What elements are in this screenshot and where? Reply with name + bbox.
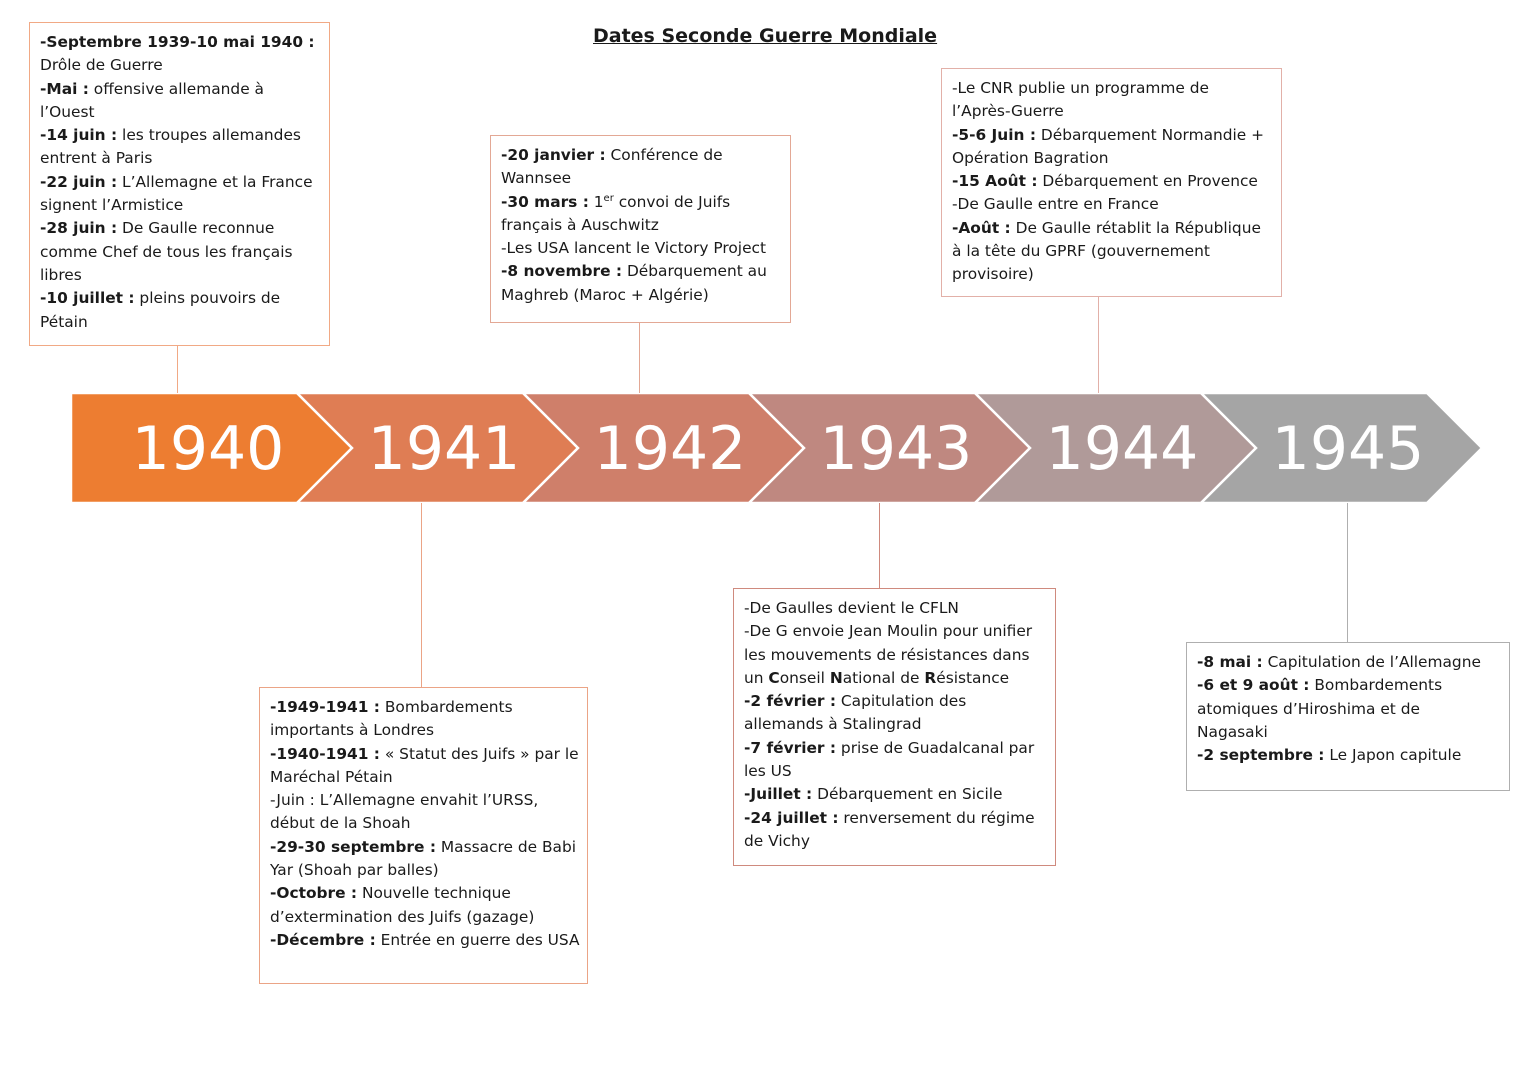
event-text: Débarquement au — [622, 262, 767, 281]
event-date: -10 juillet : — [40, 289, 135, 308]
event-text: importants à Londres — [270, 721, 434, 740]
event-line — [501, 260, 780, 283]
event-line — [40, 287, 319, 310]
event-line — [40, 54, 319, 77]
event-text: convoi de Juifs — [613, 192, 731, 211]
event-line — [952, 240, 1271, 263]
event-date: -6 et 9 août : — [1197, 676, 1310, 695]
event-text: er — [603, 192, 614, 204]
event-text: Pétain — [40, 312, 88, 331]
event-text: De Gaulle rétablit la République — [1010, 218, 1261, 237]
event-line — [744, 783, 1045, 806]
event-text: Nouvelle technique — [357, 884, 511, 903]
year-label-1945: 1945 — [1271, 414, 1425, 484]
event-line — [270, 906, 577, 929]
event-text: à la tête du GPRF (gouvernement — [952, 242, 1210, 261]
event-text: l’Après-Guerre — [952, 102, 1064, 121]
event-date: -14 juin : — [40, 126, 118, 145]
event-text: Conférence de — [605, 146, 723, 164]
event-text: -Juin : L’Allemagne envahit l’URSS, — [270, 791, 539, 810]
event-line — [1197, 744, 1499, 767]
event-text: offensive allemande à — [88, 79, 264, 98]
event-text: Entrée en guerre des USA — [375, 930, 580, 949]
event-line — [40, 101, 319, 124]
event-text: -Les USA lancent le Victory Project — [501, 239, 767, 258]
event-text: Bombardements — [1309, 676, 1443, 695]
event-text: de Vichy — [744, 831, 810, 850]
event-text: -De Gaulles devient le CFLN — [744, 599, 959, 617]
event-text: Maréchal Pétain — [270, 767, 393, 786]
event-text: De Gaulle reconnue — [117, 219, 275, 238]
event-date: -8 mai : — [1197, 653, 1263, 671]
event-line — [744, 690, 1045, 713]
event-date: -24 juillet : — [744, 808, 839, 827]
event-date: -Septembre 1939-10 mai 1940 : — [40, 33, 315, 51]
event-line — [270, 859, 577, 882]
event-date: N — [829, 668, 843, 687]
event-line — [1197, 721, 1499, 744]
connector-1943 — [879, 503, 880, 589]
event-line — [501, 191, 780, 214]
event-line — [40, 171, 319, 194]
event-date: -2 février : — [744, 692, 837, 711]
event-text: début de la Shoah — [270, 814, 411, 833]
event-text: « Statut des Juifs » par le — [379, 744, 579, 763]
connector-1944 — [1098, 290, 1099, 393]
event-text: l’Ouest — [40, 102, 95, 121]
event-line — [952, 124, 1271, 147]
event-date: -20 janvier : — [501, 146, 606, 164]
event-text: Débarquement en Provence — [1037, 172, 1258, 191]
event-text: -Le CNR publie un programme de — [952, 79, 1209, 97]
year-label-1942: 1942 — [593, 414, 747, 484]
year-label-1944: 1944 — [1045, 414, 1199, 484]
event-text: signent l’Armistice — [40, 196, 184, 215]
event-line — [1197, 674, 1499, 697]
event-date: -Août : — [952, 218, 1011, 237]
event-date: -29-30 septembre : — [270, 837, 436, 856]
connector-1940 — [177, 344, 178, 393]
event-date: -Juillet : — [744, 785, 813, 804]
year-label-1940: 1940 — [131, 414, 285, 484]
event-line — [501, 167, 780, 190]
event-date: -28 juin : — [40, 219, 118, 238]
event-date: -1940-1941 : — [270, 744, 380, 763]
event-box-1940 — [29, 22, 330, 346]
event-line — [744, 620, 1045, 643]
event-text: libres — [40, 265, 82, 284]
event-text: les mouvements de résistances dans — [744, 645, 1030, 664]
event-line — [1197, 698, 1499, 721]
event-line — [270, 929, 580, 952]
event-text: provisoire) — [952, 265, 1034, 284]
event-line — [952, 170, 1271, 193]
event-box-1944 — [941, 68, 1282, 297]
event-line — [952, 100, 1271, 123]
event-date: -Octobre : — [270, 884, 358, 903]
event-line — [270, 789, 577, 812]
event-line — [952, 147, 1271, 170]
event-line — [40, 194, 319, 217]
event-text: un — [744, 668, 769, 687]
event-date: -Mai : — [40, 79, 89, 98]
event-line — [952, 263, 1271, 286]
event-text: Débarquement Normandie + — [1035, 125, 1265, 144]
event-line — [270, 719, 577, 742]
event-text: Maghreb (Maroc + Algérie) — [501, 285, 709, 304]
event-line — [744, 737, 1045, 760]
event-line — [744, 644, 1045, 667]
event-line — [1197, 651, 1499, 674]
event-date: C — [768, 668, 780, 687]
connector-1942 — [639, 322, 640, 393]
event-text: Débarquement en Sicile — [812, 785, 1003, 804]
event-text: -De G envoie Jean Moulin pour unifier — [744, 622, 1033, 641]
event-text: Drôle de Guerre — [40, 56, 163, 75]
event-text: d’extermination des Juifs (gazage) — [270, 907, 535, 926]
event-date: -5-6 Juin : — [952, 125, 1036, 144]
event-line — [744, 713, 1045, 736]
event-text: Capitulation des — [836, 692, 967, 711]
event-text: L’Allemagne et la France — [117, 172, 313, 191]
event-text: Bombardements — [379, 698, 513, 716]
event-box-1942 — [490, 135, 791, 323]
event-line — [952, 77, 1271, 100]
event-date: -Décembre : — [270, 930, 376, 949]
connector-1941 — [421, 503, 422, 688]
event-text: Yar (Shoah par balles) — [270, 861, 439, 880]
event-line — [501, 284, 780, 307]
event-line — [270, 743, 577, 766]
year-label-1941: 1941 — [367, 414, 521, 484]
event-line — [744, 760, 1045, 783]
event-line — [501, 144, 780, 167]
event-date: R — [924, 668, 937, 687]
event-line — [40, 124, 319, 147]
event-line — [744, 807, 1045, 830]
event-text: ational de — [842, 668, 925, 687]
event-text: Le Japon capitule — [1324, 746, 1462, 765]
event-text: allemands à Stalingrad — [744, 715, 922, 734]
event-line — [40, 264, 319, 287]
event-box-1941 — [259, 687, 588, 984]
event-line — [40, 147, 319, 170]
event-date: -22 juin : — [40, 172, 118, 191]
event-line — [270, 812, 577, 835]
event-text: pleins pouvoirs de — [134, 289, 281, 308]
event-text: les US — [744, 762, 792, 781]
event-text: entrent à Paris — [40, 149, 153, 168]
event-line — [744, 597, 1045, 620]
event-line — [40, 311, 319, 334]
event-box-1945 — [1186, 642, 1510, 791]
event-text: comme Chef de tous les français — [40, 242, 293, 261]
event-text: français à Auschwitz — [501, 215, 659, 234]
event-line — [501, 214, 780, 237]
event-date: -2 septembre : — [1197, 746, 1325, 765]
event-line — [270, 882, 577, 905]
event-date: -15 Août : — [952, 172, 1038, 191]
connector-1945 — [1347, 503, 1348, 643]
event-date: -8 novembre : — [501, 262, 623, 281]
event-box-1943 — [733, 588, 1056, 866]
event-line — [501, 237, 780, 260]
event-text: -De Gaulle entre en France — [952, 195, 1159, 214]
event-text: les troupes allemandes — [117, 126, 301, 145]
event-line — [40, 241, 319, 264]
event-text: Wannsee — [501, 169, 572, 188]
event-text: atomiques d’Hiroshima et de — [1197, 699, 1420, 718]
event-text: ésistance — [936, 668, 1010, 687]
event-line — [744, 830, 1045, 853]
event-text: renversement du régime — [838, 808, 1035, 827]
event-date: -1949-1941 : — [270, 698, 380, 716]
event-line — [952, 217, 1271, 240]
event-line — [270, 696, 577, 719]
event-date: -30 mars : — [501, 192, 589, 211]
event-line — [270, 766, 577, 789]
event-line — [952, 193, 1271, 216]
event-line — [744, 667, 1045, 690]
event-text: Opération Bagration — [952, 148, 1109, 167]
event-text: Capitulation de l’Allemagne — [1262, 653, 1481, 671]
event-date: -7 février : — [744, 738, 837, 757]
event-text: 1 — [588, 192, 604, 211]
event-line — [270, 836, 577, 859]
event-line — [40, 217, 319, 240]
event-line — [40, 78, 319, 101]
event-text: Massacre de Babi — [435, 837, 577, 856]
event-line — [40, 31, 319, 54]
page-title: Dates Seconde Guerre Mondiale — [593, 25, 938, 47]
year-label-1943: 1943 — [819, 414, 973, 484]
event-text: onseil — [779, 668, 830, 687]
event-text: Nagasaki — [1197, 722, 1268, 741]
event-text: prise de Guadalcanal par — [836, 738, 1035, 757]
